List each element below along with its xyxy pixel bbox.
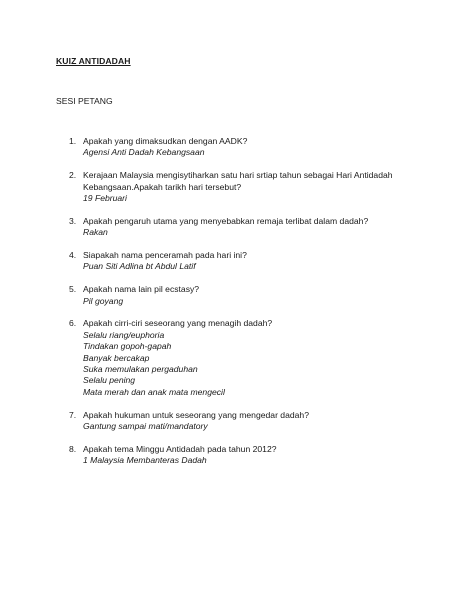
question-text: Kerajaan Malaysia mengisytiharkan satu hari srtiap tahun sebagai Hari Antidadah bbox=[83, 170, 393, 181]
answer-block bbox=[83, 330, 446, 398]
question-item bbox=[56, 170, 446, 204]
answer-text: Puan Siti Adlina bt Abdul Latif bbox=[83, 261, 196, 272]
question-number: 7. bbox=[69, 409, 77, 420]
question-number: 6. bbox=[69, 318, 77, 329]
question-text: Siapakah nama penceramah pada hari ini? bbox=[83, 250, 247, 261]
answer-block bbox=[83, 227, 446, 238]
answer-block bbox=[83, 296, 446, 307]
question-number: 4. bbox=[69, 250, 77, 261]
question-item bbox=[56, 136, 446, 159]
answer-text: 19 Februari bbox=[83, 193, 127, 204]
answer-text: Pil goyang bbox=[83, 295, 124, 306]
answer-block bbox=[83, 261, 446, 272]
answer-text: Banyak bercakap bbox=[83, 352, 150, 363]
question-item bbox=[56, 216, 446, 239]
question-text: Apakah pengaruh utama yang menyebabkan remaja terlibat dalam dadah? bbox=[83, 215, 369, 226]
question-text: Apakah cirri-ciri seseorang yang menagih dadah? bbox=[83, 318, 273, 329]
answer-text: Mata merah dan anak mata mengecil bbox=[83, 386, 225, 397]
answer-text: Gantung sampai mati/mandatory bbox=[83, 421, 208, 432]
answer-text: Tindakan gopoh-gapah bbox=[83, 341, 172, 352]
question-item bbox=[56, 250, 446, 273]
answer-text: Selalu riang/euphoria bbox=[83, 329, 165, 340]
question-number: 2. bbox=[69, 170, 77, 181]
question-number: 5. bbox=[69, 284, 77, 295]
answer-block bbox=[83, 193, 446, 204]
question-number: 1. bbox=[69, 136, 77, 146]
session-label: SESI PETANG bbox=[56, 96, 113, 106]
question-text: Apakah yang dimaksudkan dengan AADK? bbox=[83, 136, 248, 146]
answer-text: Agensi Anti Dadah Kebangsaan bbox=[83, 147, 205, 158]
document-title: KUIZ ANTIDADAH bbox=[56, 56, 131, 66]
question-text: Apakah hukuman untuk seseorang yang mengedar dadah? bbox=[83, 409, 309, 420]
question-item bbox=[56, 284, 446, 307]
question-text: Kebangsaan.Apakah tarikh hari tersebut? bbox=[83, 181, 242, 192]
answer-block bbox=[83, 421, 446, 432]
answer-text: Suka memulakan pergaduhan bbox=[83, 364, 198, 375]
answer-block bbox=[83, 147, 446, 158]
answer-text: 1 Malaysia Membanteras Dadah bbox=[83, 455, 207, 466]
question-item bbox=[56, 444, 446, 467]
question-text: Apakah tema Minggu Antidadah pada tahun 2012? bbox=[83, 443, 277, 454]
answer-block bbox=[83, 455, 446, 466]
answer-text: Selalu pening bbox=[83, 375, 136, 386]
question-item bbox=[56, 410, 446, 433]
question-text: Apakah nama lain pil ecstasy? bbox=[83, 284, 200, 295]
answer-text: Rakan bbox=[83, 227, 108, 238]
question-number: 8. bbox=[69, 443, 77, 454]
question-item bbox=[56, 318, 446, 398]
question-number: 3. bbox=[69, 215, 77, 226]
question-list bbox=[56, 136, 446, 478]
